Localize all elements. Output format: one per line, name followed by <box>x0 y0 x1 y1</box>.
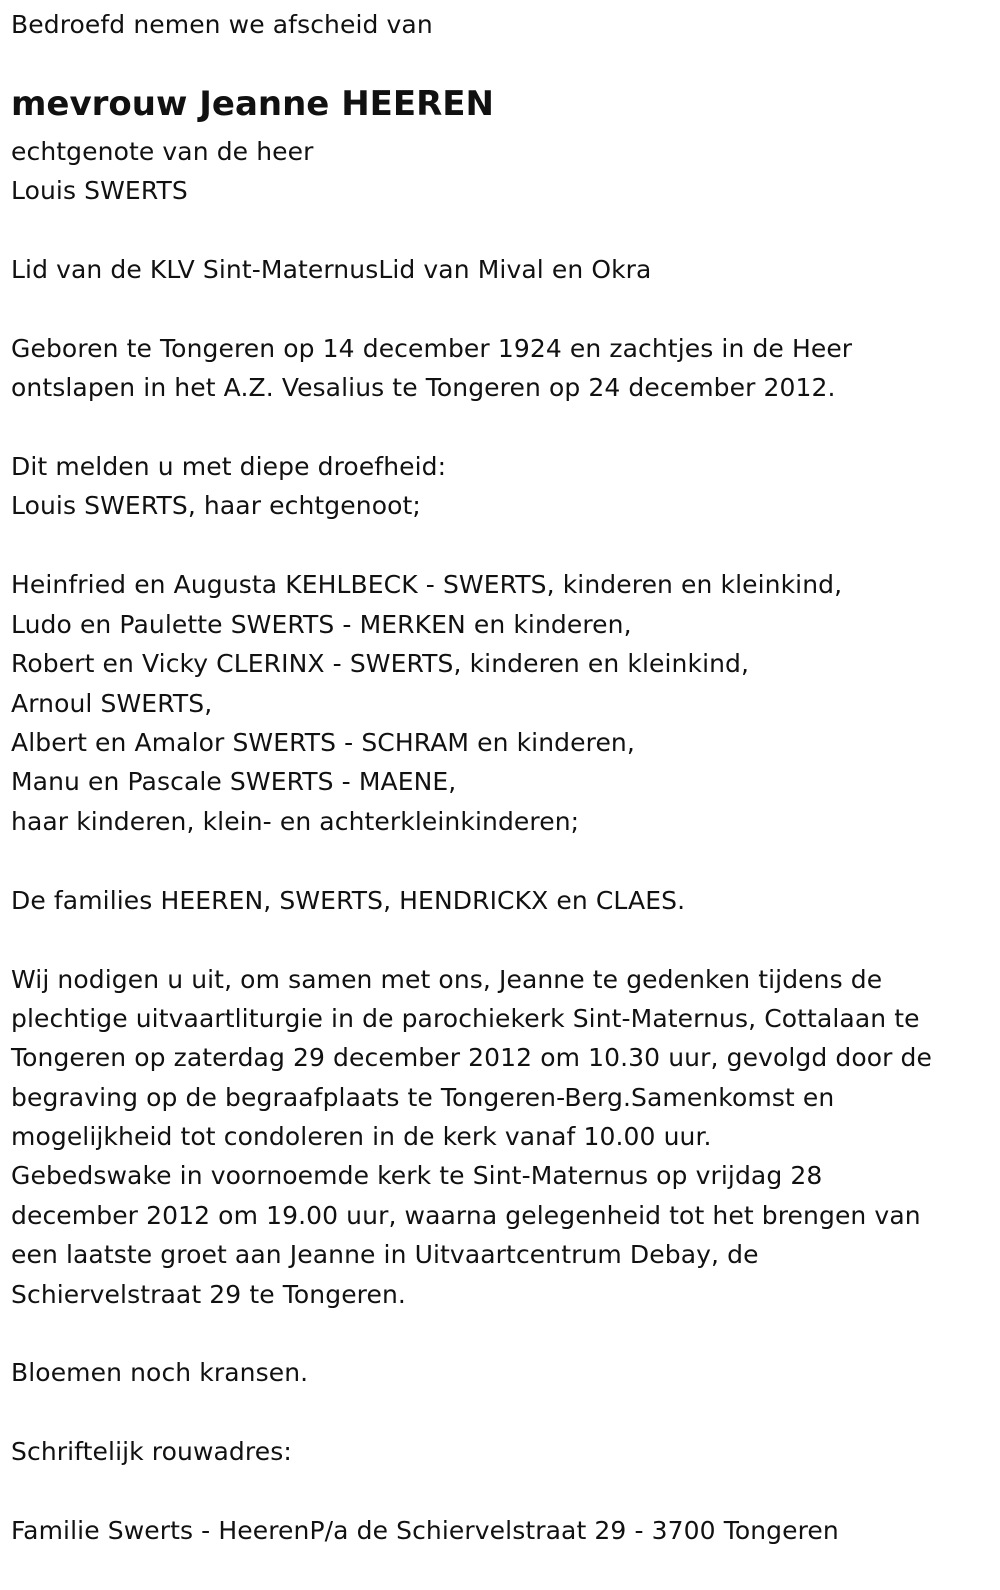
ceremony-line: plechtige uitvaartliturgie in de parochiekerk Sint-Maternus, Cottalaan te <box>11 1004 920 1033</box>
family-line: Albert en Amalor SWERTS - SCHRAM en kinderen, <box>11 728 635 757</box>
family-line: Heinfried en Augusta KEHLBECK - SWERTS, kinderen en kleinkind, <box>11 570 843 599</box>
birth-death-line: Geboren te Tongeren op 14 december 1924 en zachtjes in de Heer <box>11 334 853 363</box>
ceremony-line: begraving op de begraafplaats te Tongeren-Berg.Samenkomst en <box>11 1083 835 1112</box>
birth-death-line: ontslapen in het A.Z. Vesalius te Tongeren op 24 december 2012. <box>11 373 836 402</box>
address-text: Familie Swerts - HeerenP/a de Schiervelstraat 29 - 3700 Tongeren <box>11 1516 839 1545</box>
families-text: De families HEEREN, SWERTS, HENDRICKX en CLAES. <box>11 886 686 915</box>
deceased-name: mevrouw Jeanne HEEREN <box>11 84 494 124</box>
ceremony-line: Gebedswake in voornoemde kerk te Sint-Maternus op vrijdag 28 <box>11 1161 823 1190</box>
intro-text: Bedroefd nemen we afscheid van <box>11 10 433 39</box>
ceremony-line: Tongeren op zaterdag 29 december 2012 om 10.30 uur, gevolgd door de <box>11 1043 933 1072</box>
ceremony-line: een laatste groet aan Jeanne in Uitvaartcentrum Debay, de <box>11 1240 759 1269</box>
ceremony-line: Wij nodigen u uit, om samen met ons, Jeanne te gedenken tijdens de <box>11 965 883 994</box>
family-line: haar kinderen, klein- en achterkleinkinderen; <box>11 807 580 836</box>
address-label: Schriftelijk rouwadres: <box>11 1437 292 1466</box>
spouse-name: Louis SWERTS <box>11 176 188 205</box>
ceremony-line: Schiervelstraat 29 te Tongeren. <box>11 1280 406 1309</box>
membership-text: Lid van de KLV Sint-MaternusLid van Mival en Okra <box>11 255 652 284</box>
spouse-line: echtgenote van de heer <box>11 137 314 166</box>
family-line: Ludo en Paulette SWERTS - MERKEN en kinderen, <box>11 610 632 639</box>
flowers-text: Bloemen noch kransen. <box>11 1358 309 1387</box>
ceremony-line: december 2012 om 19.00 uur, waarna gelegenheid tot het brengen van <box>11 1201 921 1230</box>
family-line: Arnoul SWERTS, <box>11 689 213 718</box>
announcement-line: Louis SWERTS, haar echtgenoot; <box>11 491 421 520</box>
ceremony-line: mogelijkheid tot condoleren in de kerk vanaf 10.00 uur. <box>11 1122 712 1151</box>
announcement-line: Dit melden u met diepe droefheid: <box>11 452 447 481</box>
family-line: Manu en Pascale SWERTS - MAENE, <box>11 767 457 796</box>
family-line: Robert en Vicky CLERINX - SWERTS, kinderen en kleinkind, <box>11 649 750 678</box>
